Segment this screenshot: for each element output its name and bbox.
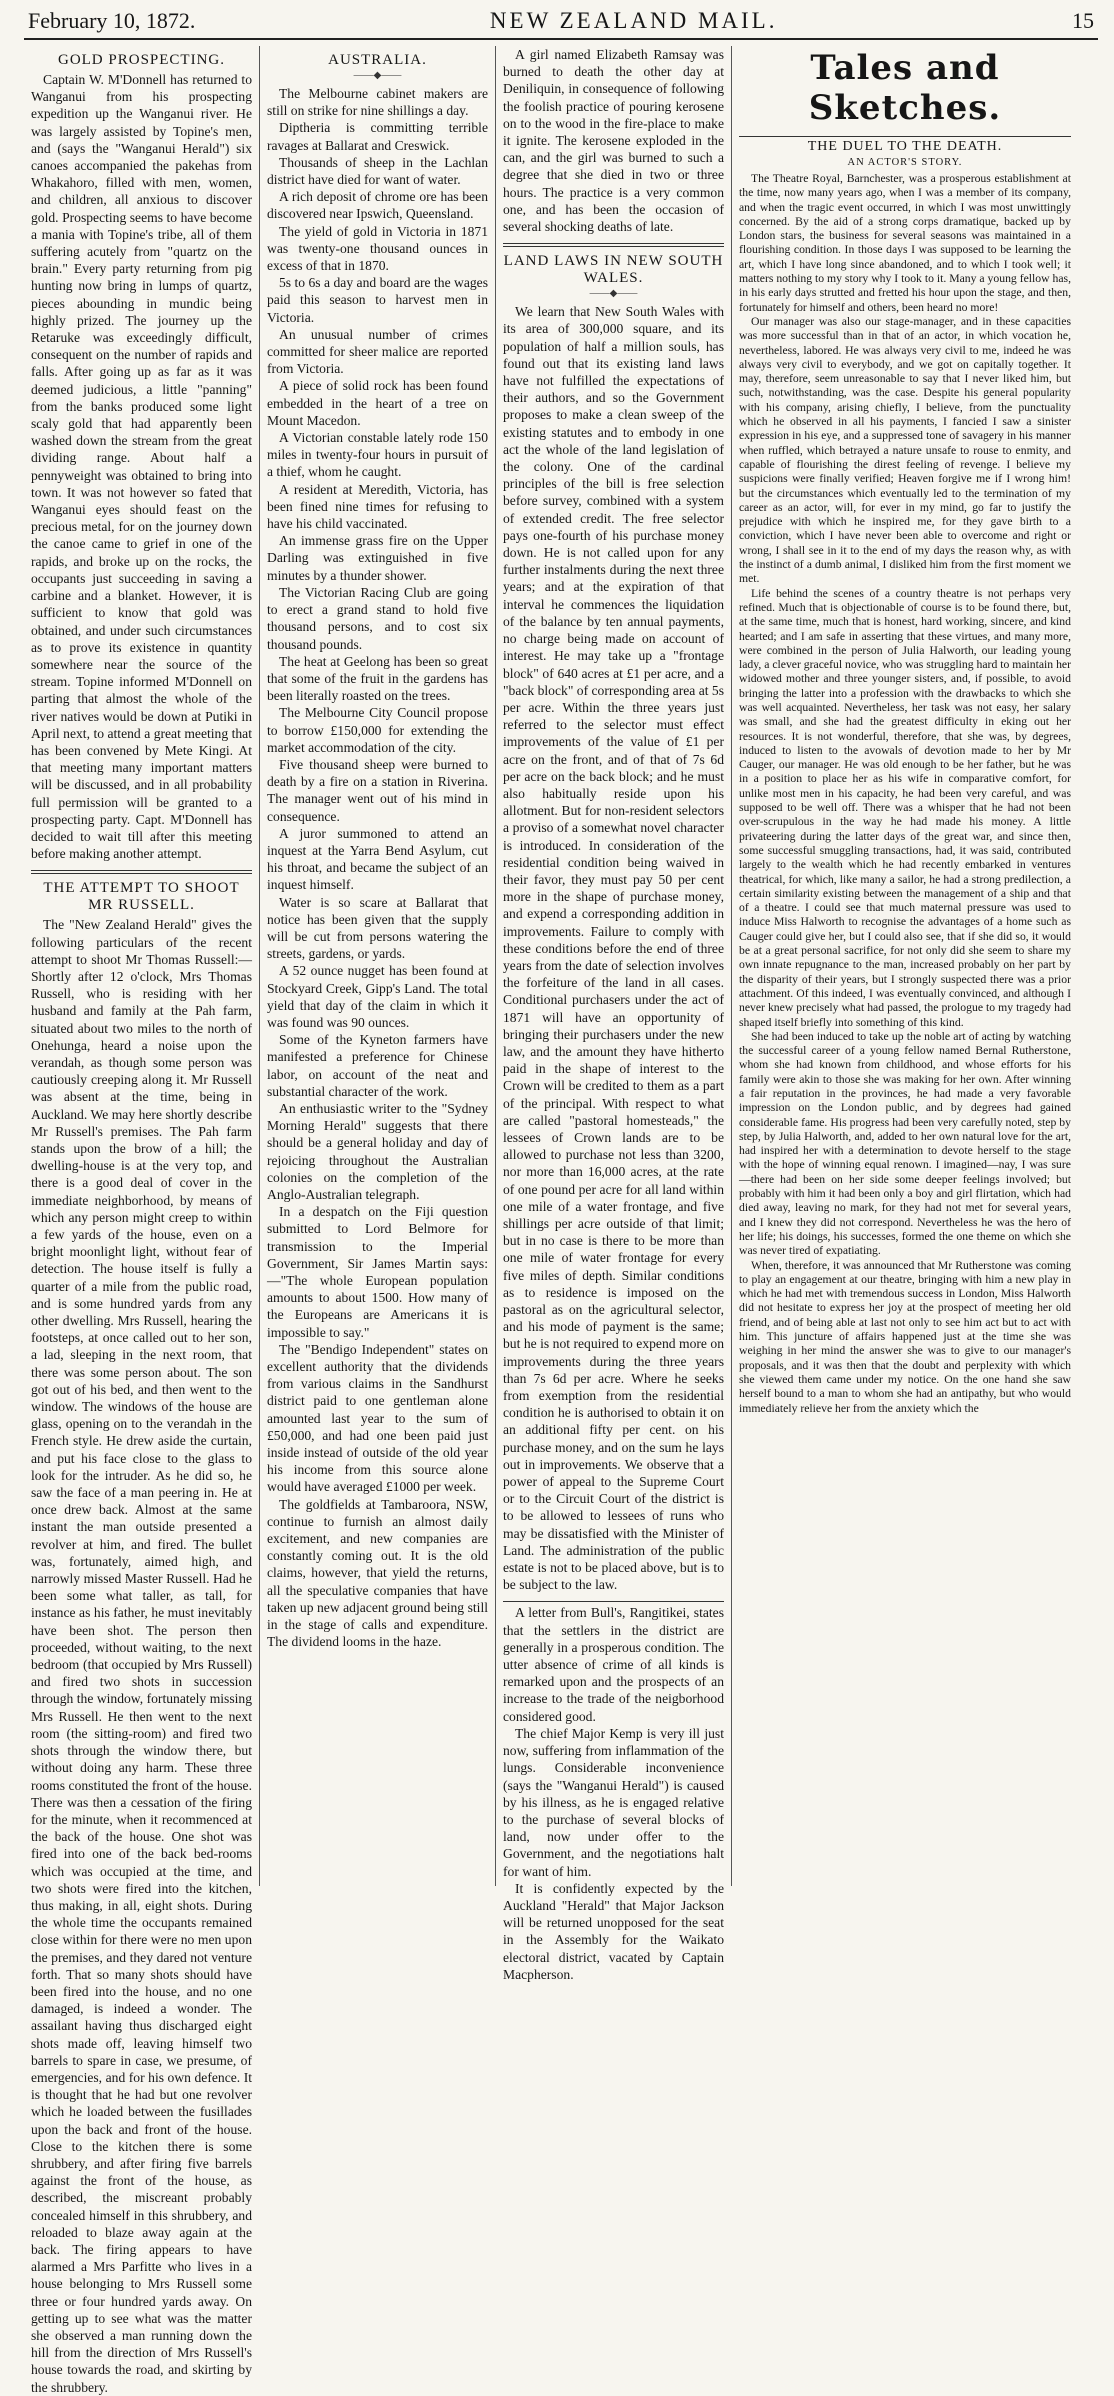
issue-date: February 10, 1872. xyxy=(28,8,196,33)
story-byline: AN ACTOR'S STORY. xyxy=(847,157,963,168)
australia-item: The Victorian Racing Club are going to erect a grand stand to hold five thousand persons, and to cost six thousand pounds. xyxy=(267,584,488,652)
australia-item: Water is so scare at Ballarat that notice has been given that the supply will be cut from persons watering the streets, gardens, or yards. xyxy=(267,894,488,962)
story-paragraph: Life behind the scenes of a country theatre is not perhaps very refined. Much that is objectionable of course is to be found there, but, at the same time, much that is honest, hard working, sincere, and kind hearted; and I am safe in asserting that these virtues, and many more, were combined in the person of Julia Halworth, our leading young lady, a clever graceful novice, who was struggling hard to maintain her widowed mother and three younger sisters, and, if possible, to avoid bringing the latter into a profession with the drawbacks to which she was well acquainted. Nevertheless, her task was not easy, her salary was small, and she had the greatest difficulty in eking out her resources. It is not wonderful, therefore, that she was, by degrees, induced to listen to the avowals of devotion made to her by Mr Cauger, our manager. He was old enough to be her father, but he was in a position to place her as his wife in comparative comfort, for unlike most men in his capacity, he had been very careful, and was supposed to be well off. There was a whisper that he had not been over-scrupulous in the way he had made his money. A little privateering during the latter days of the great war, and since then, some successful smuggling transactions, had, it was said, contributed largely to the wealth which he had recently embarked in ventures theatrical, for which, like many a sailor, he had a strong predilection, a certain similarity existing between the management of a ship and that of a theatre. I could see that much maternal pressure was used to induce Miss Halworth to recognise the advantages of a home such as Cauger could give her, but I could also see, that if she did so, it would be at a great personal sacrifice, for not only did she seem to share my own innate repugnance to the man, increased probably on her part by the disparity of their years, but I strongly suspected there was a prior attachment. Of this indeed, I was eventually convinced, and although I never knew precisely what had passed, the prologue to my tragedy had shaped itself briefly into something of this kind. xyxy=(739,586,1071,1029)
australia-item: The yield of gold in Victoria in 1871 was twenty-one thousand ounces in excess of that in 1870. xyxy=(267,223,488,274)
australia-item: 5s to 6s a day and board are the wages paid this season to harvest men in Victoria. xyxy=(267,275,488,325)
australia-item: The goldfields at Tambaroora, NSW, continue to furnish an almost daily excitement, and new companies are constantly coming out. It is the old claims, however, that yield the returns, all the speculative companies that have taken up new adjacent ground being still in the stage of calls and expenditure. The dividend looms in the haze. xyxy=(267,1496,488,1650)
australia-item: A juror summoned to attend an inquest at the Yarra Bend Asylum, cut his throat, and became the subject of an inquest himself. xyxy=(267,825,488,893)
gold-article: Captain W. M'Donnell has returned to Wanganui from his prospecting expedition up the Wanganui river. He was largely assisted by Topine's men, and (says the "Wanganui Herald") six canoes accompanied the pakehas from Whakahoro, filled with men, women, and children, all anxious to discover gold. Prospecting seems to have become a mania with Topine's tribe, all of them suffering acutely from "quartz on the brain." Every party returning from pig hunting now bring in lumps of quartz, pieces abounding in mundic being highly prized. The journey up the Retaruke was exceedingly difficult, consequent on the number of rapids and falls. After going up as far as it was deemed judicious, a little "panning" from the banks produced some light scaly gold that had apparently been washed down the stream from the great dividing range. About half a pennyweight was obtained to bring into town. It was not however so fated that Wanganui eyes should feast on the precious metal, for on the journey down the canoe came to grief in one of the rapids, and broke up on the rocks, the occupants just succeeding in saving a carbine and a blanket. However, it is sufficient to know that gold was obtained, and under such circumstances as to prove its existence in quantity somewhere near the source of the stream. Topine informed M'Donnell on parting that almost the whole of the river natives would be down at Putiki in April next, to attend a great meeting that has been convened by Mete Kingi. At that meeting many important matters will be discussed, and in all probability full permission will be granted to a prospecting party. Capt. M'Donnell has decided to wait till after this meeting before making another attempt. xyxy=(31,72,252,862)
australia-item: Five thousand sheep were burned to death by a fire on a station in Riverina. The manager went out of his mind in consequence. xyxy=(267,756,488,824)
australia-item: An enthusiastic writer to the "Sydney Morning Herald" suggests that there should be a general holiday and day of rejoicing throughout the Australian colonies on the completion of the Anglo-Australian telegraph. xyxy=(267,1100,488,1202)
land-article: We learn that New South Wales with its area of 300,000 square, and its population of half a million souls, has found out that its existing land laws have not fulfilled the expectations of their authors, and so the Government proposes to make a clean sweep of the existing statutes and to embody in one act the whole of the land legislation of the colony. One of the cardinal principles of the bill is free selection before survey, combined with a system of extended credit. The free selector pays one-fourth of his purchase money down. He is not called upon for any further instalments during the next three years; and at the expiration of that interval he commences the liquidation of the balance by ten annual payments, no charge being made on account of interest. He may take up a "frontage block" of 640 acres at £1 per acre, and a "back block" of corresponding area at 5s per acre. Within the three years just referred to the selector must effect improvements of the value of £1 per acre on the front, and of that of 7s 6d per acre on the back block; and he must also habitually reside upon his allotment. But for non-resident selectors a proviso of a somewhat novel character is introduced. In consideration of the residential condition being waived in their favor, they must pay 50 per cent more in the shape of purchase money, and expend a corresponding addition in improvements. Failure to comply with these conditions before the end of three years from the date of selection involves the forfeiture of the land in all cases. Conditional purchasers under the act of 1871 will have an opportunity of bringing their purchasers under the new law, and the amount they have hitherto paid in the shape of interest to the Crown will be credited to them as a part of the principal. With respect to what are called "pastoral homesteads," the lessees of Crown lands are to be allowed to purchase not less than 3200, nor more than 16,000 acres, at the rate of one pound per acre for all land within one mile of a water frontage, and five shillings per acre outside of that limit; but in no case is there to be more than one mile of water frontage for every five miles of depth. Similar conditions as to residence is imposed on the pastoral as on the agricultural selector, and his mode of payment is the same; but he is not required to expend more on improvements during the three years than 7s 6d per acre. Where he seeks from exemption from the residential condition he is authorised to obtain it on an additional fifty per cent. on his purchase money, and on the sum he lays out in improvements. We observe that a power of appeal to the Supreme Court or to the Circuit Court of the district is to be allowed to lessees of runs who may be dissatisfied with the Minister of Land. The administration of the public estate is not to be placed above, but is to be subject to the law. xyxy=(503,304,724,1593)
story-title: THE DUEL TO THE DEATH. xyxy=(807,139,1003,154)
paper-title: NEW ZEALAND MAIL. xyxy=(489,8,778,33)
column-2 xyxy=(260,46,496,1886)
australia-item: Thousands of sheep in the Lachlan district have died for want of water. xyxy=(267,154,488,188)
australia-item: A 52 ounce nugget has been found at Stockyard Creek, Gipp's Land. The total yield that day of the claim in which it was found was 90 ounces. xyxy=(267,963,488,1030)
gold-heading: GOLD PROSPECTING. xyxy=(57,52,225,68)
ornament: ——◆—— xyxy=(353,70,402,81)
australia-item: A piece of solid rock has been found embedded in the heart of a tree on Mount Macedon. xyxy=(267,378,488,428)
page-number: 15 xyxy=(1071,8,1094,33)
story-paragraph: When, therefore, it was announced that Mr Rutherstone was coming to play an engagement at our theatre, bringing with him a new play in which he had met with tremendous success in London, Miss Halworth did not hesitate to express her joy at the prospect of meeting her old friend, and of being able at last not only to see him act but to act with him. This juncture of affairs happened just at the time she was weighing in her mind the answer she was to give to our manager's proposals, and it was then that the doubt and perplexity with which she viewed them came under my notice. On the one hand she saw herself bound to a man to whom she had an antipathy, but who would immediately relieve her from the anxiety which the xyxy=(739,1258,1071,1415)
australia-item: An immense grass fire on the Upper Darling was extinguished in five minutes by a thunder shower. xyxy=(267,533,488,583)
australia-item: The Melbourne cabinet makers are still on strike for nine shillings a day. xyxy=(267,86,488,119)
story-paragraph: Our manager was also our stage-manager, and in these capacities was more successful than in that of an actor, in which vocation he, nevertheless, labored. He was always very civil to me, indeed he was always very civil to everybody, and we got on capitally together. It may, therefore, seem unreasonable to say that I never liked him, but such, notwithstanding, was the case. Despite his general popularity with his company, arising chiefly, I believe, from the punctuality which he observed in all his payments, I fancied I saw a sinister expression in his eye, and a suppressed tone of savagery in his manner when ruffled, which betrayed a nature unsafe to rouse to enmity, and capable of flourishing the direst feeling of revenge. I believe my suspicions were finally verified; Heaven forgive me if I wrong him! but the circumstances which eventually led to the termination of my career as an actor, will, for ever in my mind, go far to justify the prejudice with which he inspired me, for they gave birth to a conviction, which I have never been able to overcome and right or wrong, I shall see in it to the end of my days the reason why, as with the instinct of a dumb animal, I disliked him from the first moment we met. xyxy=(739,314,1071,586)
tales-section-title: Tales and Sketches. xyxy=(808,48,1002,128)
australia-item: Diptheria is committing terrible ravages at Ballarat and Creswick. xyxy=(267,120,488,153)
divider xyxy=(739,136,1071,137)
story-paragraph: The Theatre Royal, Barnchester, was a prosperous establishment at the time, now many years ago, when I was a member of its company, and when the tragic event occurred, in which I was most unwittingly concerned. By the aid of a strong corps dramatique, backed up by London stars, the business for several seasons was maintained in a flourishing condition. In those days I was supposed to be learning the art, which I have long since abandoned, and to which I took well; it matters nothing to my story why I took to it. Many a young fellow has, in his early days strutted and fretted his hour upon the stage, and then, fortunately for himself and others, been heard no more! xyxy=(739,172,1071,314)
russell-heading: THE ATTEMPT TO SHOOT MR RUSSELL. xyxy=(43,880,240,914)
australia-item: In a despatch on the Fiji question submitted to Lord Belmore for transmission to the Imperial Government, Sir James Martin says:—"The whole European population amounts to about 1500. How many of the Europeans are Americans it is impossible to say." xyxy=(267,1204,488,1340)
australia-item: The "Bendigo Independent" states on excellent authority that the dividends from various claims in the Sandhurst district paid to one gentleman alone amounted last year to the sum of £50,000, and had one been paid just inside instead of outside of the old year his income from this source alone would have averaged £1000 per week. xyxy=(267,1341,488,1495)
australia-item: The Melbourne City Council propose to borrow £150,000 for extending the market accommodation of the city. xyxy=(267,705,488,755)
column-4 xyxy=(732,46,1078,1886)
masthead xyxy=(24,8,1098,40)
bulls-item: The chief Major Kemp is very ill just now, suffering from inflammation of the lungs. Considerable inconvenience (says the "Wanganui Herald") is caused by his illness, as he is engaged relative to the purchase of several blocks of land, now under offer to the Government, and the negotiations halt for want of him. xyxy=(503,1725,724,1879)
bulls-item: A letter from Bull's, Rangitikei, states that the settlers in the district are generally in a prosperous condition. The utter absence of crime of all kinds is remarked upon and the prospects of an increase to the trade of the neigborhood considered good. xyxy=(503,1605,724,1724)
australia-item: A resident at Meredith, Victoria, has been fined nine times for refusing to have his child vaccinated. xyxy=(267,481,488,532)
divider xyxy=(503,1601,724,1602)
ornament: ——◆—— xyxy=(589,288,638,300)
story-paragraph: She had been induced to take up the noble art of acting by watching the successful career of a young fellow named Bernal Rutherstone, whom she had known from childhood, and whose efforts for his family were akin to those she was making for her own. After winning a fair reputation in the provinces, he had made a very favorable impression on the London public, and by degrees had gained considerable fame. His progress had been very carefully noted, step by step, by Julia Halworth, and, added to her own natural love for the art, had inspired her with a determination to devote herself to the stage with the hope of winning equal renown. I imagined—nay, I was sure—there had been on her side some deeper feelings involved; but probably with him it had been only a boy and girl flirtation, which had died away, leaving no mark, for they had not met for several years, and I knew they did not correspond. Nevertheless he was the hero of her life; his doings, his successes, formed the one theme on which she was never tired of expatiating. xyxy=(739,1029,1071,1258)
land-heading: LAND LAWS IN NEW SOUTH WALES. xyxy=(503,253,724,287)
divider xyxy=(31,870,252,874)
bulls-item: It is confidently expected by the Auckland "Herald" that Major Jackson will be returned unopposed for the seat in the Assembly for the Waikato electoral district, vacated by Captain Macpherson. xyxy=(503,1880,724,1982)
divider xyxy=(503,243,724,247)
russell-article: The "New Zealand Herald" gives the following particulars of the recent attempt to shoot Mr Thomas Russell:—Shortly after 12 o'clock, Mrs Thomas Russell, who is residing with her husband and family at the Pah farm, situated about two miles to the north of Onehunga, heard a noise upon the verandah, as though some person was cautiously creeping along it. Mr Russell was absent at the time, being in Auckland. We may here shortly describe Mr Russell's premises. The Pah farm stands upon the brow of a hill; the dwelling-house is at the very top, and there is a good deal of cover in the immediate neighborhood, by means of which any person might creep to within a few yards of the house, even on a bright moonlight light, without fear of detection. The house itself is fully a quarter of a mile from the public road, and is some hundred yards from any other dwelling. Mrs Russell, hearing the footsteps, at once called out to her son, a lad, sleeping in the next room, that there was some person about. The son got out of his bed, and then went to the window. The windows of the house are glass, opening on to the verandah in the French style. He drew aside the curtain, and put his face close to the glass to look for the intruder. As he did so, he saw the face of a man peering in. He at once drew back. Almost at the same instant the man outside presented a revolver at him, and fired. The bullet was, fortunately, aimed high, and narrowly missed Master Russell. Had he been some what taller, as tall, for instance as his father, he must inevitably have been shot. The person then proceeded, without waiting, to the next bedroom (that occupied by Mrs Russell) and fired two shots in succession through the window, fortunately missing Mrs Russell. He then went to the next room (the sitting-room) and fired two shots through the window there, but without doing any harm. These three rooms constituted the front of the house. There was then a cessation of the firing for the minute, when it recommenced at the back of the house. One shot was fired into one of the back bed-rooms which was occupied at the time, and two shots were fired into the kitchen, thus making, in all, eight shots. During the whole time the occupants remained close within for there were no men upon the premises, and they dared not venture forth. That so many shots should have been fired into the house, and no one damaged, is indeed a wonder. The assailant having thus discharged eight shots made off, leaving himself two barrels to spare in case, we presume, of emergencies, and for his own defence. It is thought that he had but one revolver which he loaded between the fusillades upon the back and front of the house. Close to the kitchen there is some shrubbery, and after firing five barrels against the front of the house, as described, the miscreant probably concealed himself in this shrubbery, and reloaded to blaze away again at the back. The firing appears to have alarmed a Mrs Parfitte who lives in a house belonging to Mrs Russell some three or four hundred yards away. On getting up to see what was the matter she observed a man running down the hill from the direction of Mrs Russell's house towards the road, and skirting by the shrubbery. xyxy=(31,917,252,2395)
australia-item: The heat at Geelong has been so great that some of the fruit in the gardens has been literally roasted on the trees. xyxy=(267,653,488,704)
column-1 xyxy=(24,46,260,2395)
australia-item: An unusual number of crimes committed for sheer malice are reported from Victoria. xyxy=(267,326,488,377)
column-3 xyxy=(496,46,732,1982)
australia-item: A girl named Elizabeth Ramsay was burned to death the other day at Deniliquin, in consequence of following the foolish practice of pouring kerosene on to the wood in the fire-place to make it ignite. The kerosene exploded in the can, and the girl was burned to such a degree that she died in two or three hours. The practice is a very common one, and has been the occasion of several shocking deaths of late. xyxy=(503,47,724,235)
australia-item: Some of the Kyneton farmers have manifested a preference for Chinese labor, on account of the neat and substantial character of the work. xyxy=(267,1032,488,1099)
australia-item: A rich deposit of chrome ore has been discovered near Ipswich, Queensland. xyxy=(267,189,488,222)
columns xyxy=(24,46,1098,2395)
australia-item: A Victorian constable lately rode 150 miles in twenty-four hours in pursuit of a thief, whom he caught. xyxy=(267,430,488,480)
australia-heading: AUSTRALIA. xyxy=(328,52,427,68)
